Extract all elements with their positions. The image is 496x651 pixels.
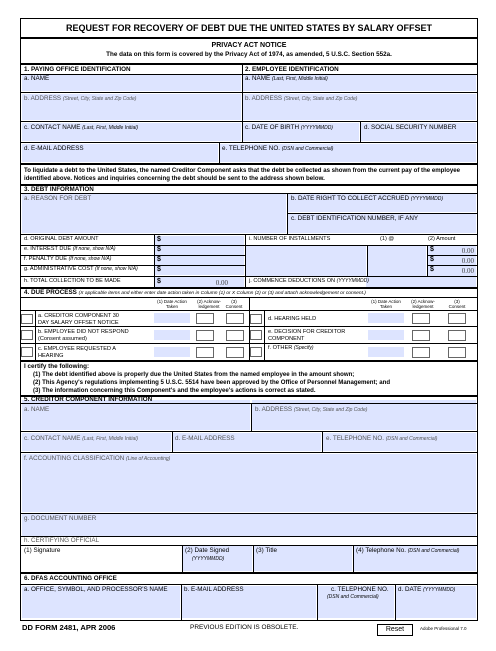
d-ack-checkbox[interactable] <box>412 313 430 324</box>
date-signed-hint: (YYYYMMDD) <box>192 556 225 562</box>
section-2-heading: 2. EMPLOYEE IDENTIFICATION <box>245 66 339 73</box>
original-debt-label: d. ORIGINAL DEBT AMOUNT <box>24 236 99 242</box>
due-process-b-checkbox[interactable] <box>21 330 33 340</box>
due-process-f-checkbox[interactable] <box>250 347 262 357</box>
certify-line-3: (3) The information concerning this Component's and the employee's actions is correct as stated. <box>33 387 316 394</box>
total-collection-label: h. TOTAL COLLECTION TO BE MADE <box>24 278 121 284</box>
section-3-heading: 3. DEBT INFORMATION <box>24 186 94 193</box>
due-process-e-checkbox[interactable] <box>250 330 262 340</box>
col-acknowledgement-left: (2) Acknow- ledgement <box>197 299 221 309</box>
col-consent-left: (3) Consent <box>225 299 243 309</box>
c-consent-checkbox[interactable] <box>226 347 244 358</box>
e-ack-checkbox[interactable] <box>412 330 430 341</box>
s6-telephone-label: c. TELEPHONE NO. <box>331 586 389 593</box>
col-acknowledgement-right: (2) Acknow- ledgement <box>411 299 435 309</box>
dollar-amount-1: $ <box>430 246 434 253</box>
d-consent-checkbox[interactable] <box>448 313 466 324</box>
s5-contact-label: c. CONTACT NAME (Last, First, Middle Initial) <box>24 435 139 442</box>
c-ack-checkbox[interactable] <box>196 347 214 358</box>
dollar-e: $ <box>157 246 161 253</box>
due-process-e-label: e. DECISION FOR CREDITOR COMPONENT <box>268 329 346 342</box>
installment-amount-2: 0.00 <box>461 257 474 265</box>
f-ack-checkbox[interactable] <box>412 347 430 358</box>
s2-ssn-label: d. SOCIAL SECURITY NUMBER <box>364 124 457 131</box>
section-5-heading: 5. CREDITOR COMPONENT INFORMATION <box>24 396 153 403</box>
signature-field[interactable] <box>22 556 180 571</box>
col-date-action-left: (1) Date Action Taken <box>157 299 187 309</box>
title-label: (3) Title <box>256 547 277 554</box>
due-process-a-label: a. CREDITOR COMPONENT 30 DAY SALARY OFFSET NOTICE <box>38 313 119 326</box>
s6-email-label: b. E-MAIL ADDRESS <box>184 586 244 593</box>
d-date-field[interactable] <box>368 313 404 323</box>
privacy-heading: PRIVACY ACT NOTICE <box>211 42 287 49</box>
b-ack-checkbox[interactable] <box>196 330 214 341</box>
commence-deductions-label: j. COMMENCE DEDUCTIONS ON (YYYYMMDD) <box>249 278 369 284</box>
c-date-field[interactable] <box>154 347 190 357</box>
s6-date-label: d. DATE (YYYYMMDD) <box>398 586 456 593</box>
form-number: DD FORM 2481, APR 2006 <box>22 623 116 632</box>
form-title: REQUEST FOR RECOVERY OF DEBT DUE THE UNITED STATES BY SALARY OFFSET <box>65 23 433 33</box>
reason-for-debt-label: a. REASON FOR DEBT <box>24 195 92 202</box>
s2-address-label: b. ADDRESS (Street, City, State and Zip Code) <box>245 95 358 102</box>
liquidate-statement: To liquidate a debt to the United States, the named Creditor Component asks that the debt be collected as shown from the current pay of the employee identified above. Notices and inquiries concerning the debt should be sent to the address shown below. <box>24 167 460 182</box>
reset-button[interactable]: Reset <box>377 624 413 636</box>
installments-label: i. NUMBER OF INSTALLMENTS <box>249 236 331 242</box>
s5-email-label: d. E-MAIL ADDRESS <box>175 435 235 442</box>
b-consent-checkbox[interactable] <box>226 330 244 341</box>
adobe-version: Adobe Professional 7.0 <box>420 626 467 631</box>
installment-amount-1: 0.00 <box>461 247 474 255</box>
debt-id-label: c. DEBT IDENTIFICATION NUMBER, IF ANY <box>291 215 419 222</box>
s1-contact-label: c. CONTACT NAME (Last, First, Middle Initial) <box>24 124 139 131</box>
s2-name-label: a. NAME (Last, First, Middle Initial) <box>245 75 328 82</box>
a-date-field[interactable] <box>154 313 190 323</box>
dollar-amount-2: $ <box>430 256 434 263</box>
s1-telephone-label: e. TELEPHONE NO. (DSN and Commercial) <box>222 145 334 152</box>
f-consent-checkbox[interactable] <box>448 347 466 358</box>
dollar-amount-3: $ <box>430 266 434 273</box>
e-date-field[interactable] <box>368 330 404 340</box>
f-date-field[interactable] <box>368 347 404 357</box>
s1-address-label: b. ADDRESS (Street, City, State and Zip Code) <box>24 95 137 102</box>
date-signed-label: (2) Date Signed <box>185 547 230 554</box>
certify-line-2: (2) This Agency's regulations implementing 5 U.S.C. 5514 have been approved by the Office of Personnel Management; and <box>33 379 391 386</box>
e-consent-checkbox[interactable] <box>448 330 466 341</box>
a-consent-checkbox[interactable] <box>226 313 244 324</box>
total-collection-value: 0.00 <box>215 279 228 287</box>
installment-at-label: (1) @ <box>380 236 395 242</box>
certify-line-1: (1) The debt identified above is properly due the United States from the named employee in the amount shown; <box>33 371 355 378</box>
s5-certifying-label: h. CERTIFYING OFFICIAL <box>24 537 100 544</box>
installment-amount-3: 0.00 <box>461 267 474 275</box>
s1-name-label: a. NAME <box>24 75 50 82</box>
dollar-f: $ <box>157 256 161 263</box>
due-process-d-checkbox[interactable] <box>250 314 262 324</box>
s6-office-label: a. OFFICE, SYMBOL, AND PROCESSOR'S NAME <box>24 586 168 593</box>
b-date-field[interactable] <box>154 330 190 340</box>
s5-telephone-label: e. TELEPHONE NO. (DSN and Commercial) <box>326 435 438 442</box>
s6-telephone-hint: (DSN and Commercial) <box>327 594 379 600</box>
certify-heading: I certify the following: <box>24 363 90 370</box>
s2-dob-label: c. DATE OF BIRTH (YYYYMMDD) <box>245 124 333 131</box>
penalty-due-label: f. PENALTY DUE (If none, show N/A) <box>24 256 112 262</box>
s5-name-label: a. NAME <box>24 406 50 413</box>
col-date-action-right: (1) Date Action Taken <box>371 299 401 309</box>
interest-due-label: e. INTEREST DUE (If none, show N/A) <box>24 246 116 252</box>
section-1-heading: 1. PAYING OFFICE IDENTIFICATION <box>24 66 131 73</box>
dollar-g: $ <box>157 266 161 273</box>
section-6-heading: 6. DFAS ACCOUNTING OFFICE <box>24 575 117 582</box>
previous-edition-note: PREVIOUS EDITION IS OBSOLETE. <box>190 624 299 631</box>
dollar-h: $ <box>157 278 161 285</box>
installment-amount-label: (2) Amount <box>428 236 456 242</box>
dollar-d: $ <box>157 236 161 243</box>
due-process-d-label: d. HEARING HELD <box>268 316 317 322</box>
section-4-heading: 4. DUE PROCESS (X applicable items and either enter date action taken in Column (1) or X Column (2) or (3) and attach acknowledgement or consent.) <box>24 289 366 296</box>
s5-document-number-label: g. DOCUMENT NUMBER <box>24 515 97 522</box>
due-process-c-label: c. EMPLOYEE REQUESTED A HEARING <box>38 346 117 359</box>
signature-label: (1) Signature <box>24 547 61 554</box>
due-process-b-label: b. EMPLOYEE DID NOT RESPOND (Consent assumed) <box>38 329 129 342</box>
s5-accounting-label: f. ACCOUNTING CLASSIFICATION (Line of Accounting) <box>24 455 171 462</box>
s1-email-label: d. E-MAIL ADDRESS <box>24 145 84 152</box>
admin-cost-label: g. ADMINISTRATIVE COST (If none, show N/A) <box>24 266 138 272</box>
col-consent-right: (3) Consent <box>448 299 466 309</box>
due-process-a-checkbox[interactable] <box>21 314 33 324</box>
due-process-c-checkbox[interactable] <box>21 347 33 357</box>
s5-address-label: b. ADDRESS (Street, City, State and Zip Code) <box>255 406 368 413</box>
due-process-f-label: f. OTHER (Specify) <box>268 345 314 351</box>
privacy-text: The data on this form is covered by the Privacy Act of 1974, as amended, 5 U.S.C. Section 552a. <box>106 51 392 58</box>
a-ack-checkbox[interactable] <box>196 313 214 324</box>
cert-telephone-label: (4) Telephone No. (DSN and Commercial) <box>356 547 460 554</box>
date-right-label: b. DATE RIGHT TO COLLECT ACCRUED (YYYYMMDD) <box>291 195 444 202</box>
